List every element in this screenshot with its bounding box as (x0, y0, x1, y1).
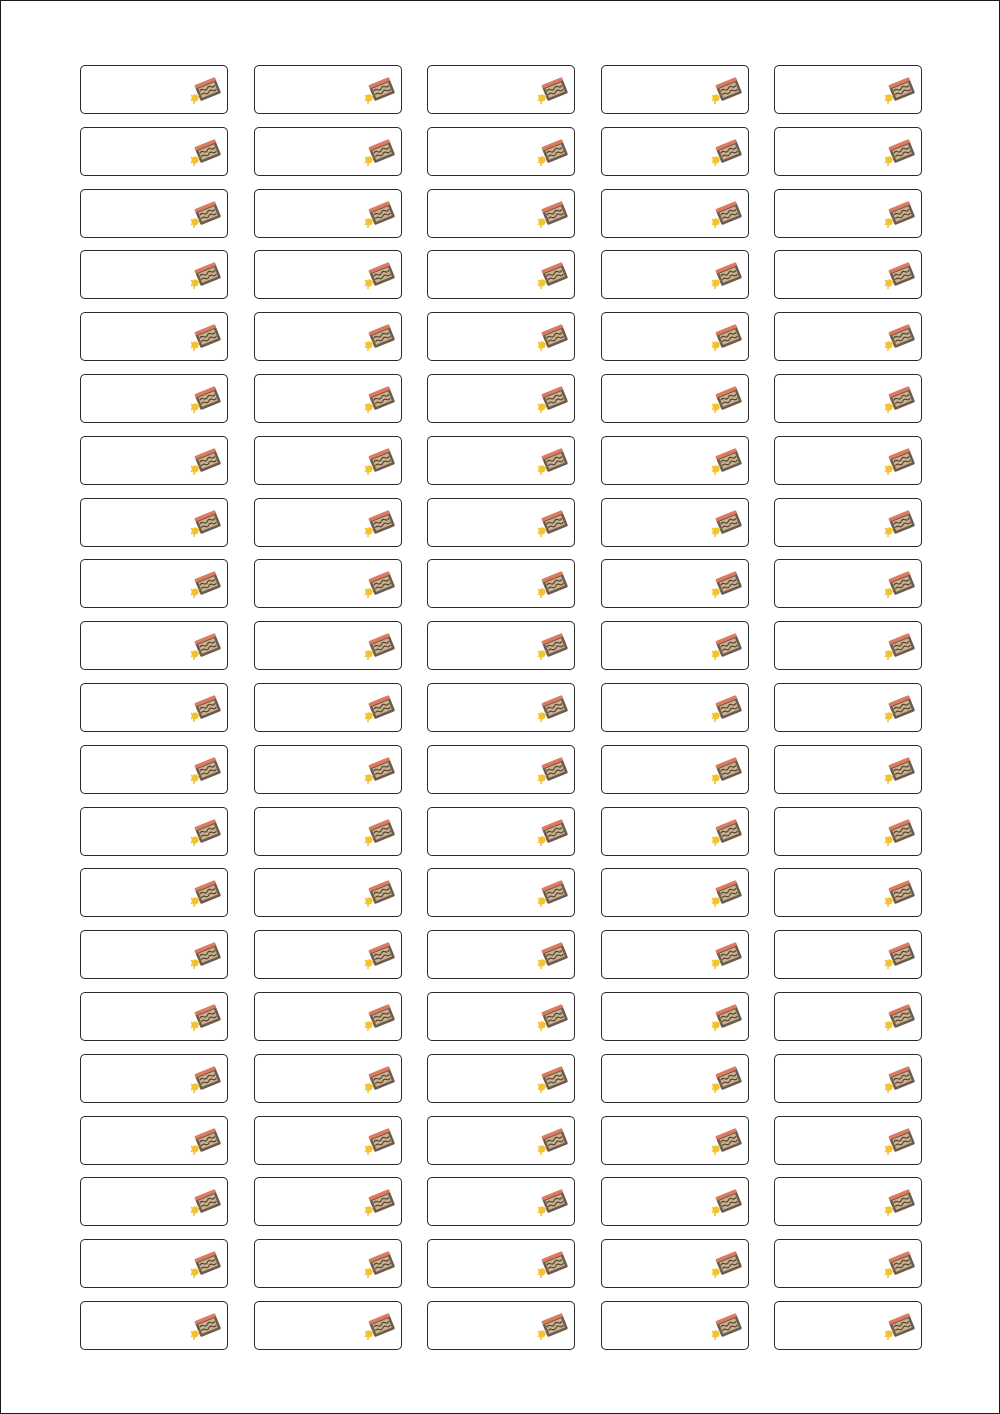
label-blank (601, 930, 749, 979)
label-blank (774, 930, 922, 979)
label-blank (254, 436, 402, 485)
label-blank (427, 1116, 575, 1165)
tray-of-sweets-with-candy-icon (882, 261, 916, 291)
label-blank (774, 1054, 922, 1103)
tray-of-sweets-with-candy-icon (362, 1312, 396, 1342)
label-blank (601, 127, 749, 176)
label-blank (774, 1177, 922, 1226)
label-blank (774, 374, 922, 423)
label-blank (601, 498, 749, 547)
tray-of-sweets-with-candy-icon (362, 818, 396, 848)
label-blank (80, 868, 228, 917)
tray-of-sweets-with-candy-icon (882, 509, 916, 539)
tray-of-sweets-with-candy-icon (535, 632, 569, 662)
tray-of-sweets-with-candy-icon (882, 138, 916, 168)
label-blank (80, 189, 228, 238)
tray-of-sweets-with-candy-icon (188, 1127, 222, 1157)
tray-of-sweets-with-candy-icon (882, 385, 916, 415)
tray-of-sweets-with-candy-icon (535, 76, 569, 106)
label-blank (601, 374, 749, 423)
tray-of-sweets-with-candy-icon (535, 200, 569, 230)
tray-of-sweets-with-candy-icon (535, 756, 569, 786)
tray-of-sweets-with-candy-icon (709, 1312, 743, 1342)
label-blank (774, 127, 922, 176)
tray-of-sweets-with-candy-icon (362, 756, 396, 786)
tray-of-sweets-with-candy-icon (535, 941, 569, 971)
label-blank (80, 807, 228, 856)
tray-of-sweets-with-candy-icon (535, 1188, 569, 1218)
label-blank (601, 1054, 749, 1103)
tray-of-sweets-with-candy-icon (535, 1312, 569, 1342)
label-blank (601, 559, 749, 608)
tray-of-sweets-with-candy-icon (709, 632, 743, 662)
label-blank (774, 189, 922, 238)
label-blank (254, 745, 402, 794)
tray-of-sweets-with-candy-icon (882, 76, 916, 106)
label-blank (427, 930, 575, 979)
tray-of-sweets-with-candy-icon (362, 1250, 396, 1280)
tray-of-sweets-with-candy-icon (882, 1188, 916, 1218)
tray-of-sweets-with-candy-icon (188, 1065, 222, 1095)
label-blank (427, 312, 575, 361)
label-blank (601, 683, 749, 732)
tray-of-sweets-with-candy-icon (882, 570, 916, 600)
label-blank (254, 930, 402, 979)
tray-of-sweets-with-candy-icon (362, 323, 396, 353)
label-blank (774, 498, 922, 547)
label-blank (80, 1116, 228, 1165)
tray-of-sweets-with-candy-icon (882, 632, 916, 662)
tray-of-sweets-with-candy-icon (188, 1312, 222, 1342)
label-blank (601, 1116, 749, 1165)
tray-of-sweets-with-candy-icon (882, 756, 916, 786)
label-blank (601, 189, 749, 238)
label-blank (774, 1301, 922, 1350)
label-blank (254, 1116, 402, 1165)
label-blank (427, 559, 575, 608)
label-blank (774, 807, 922, 856)
label-blank (601, 868, 749, 917)
tray-of-sweets-with-candy-icon (188, 76, 222, 106)
tray-of-sweets-with-candy-icon (188, 879, 222, 909)
tray-of-sweets-with-candy-icon (535, 385, 569, 415)
tray-of-sweets-with-candy-icon (709, 509, 743, 539)
label-blank (80, 1054, 228, 1103)
tray-of-sweets-with-candy-icon (188, 200, 222, 230)
label-blank (80, 745, 228, 794)
label-blank (427, 1177, 575, 1226)
label-blank (254, 498, 402, 547)
label-blank (254, 65, 402, 114)
label-blank (774, 65, 922, 114)
tray-of-sweets-with-candy-icon (709, 818, 743, 848)
tray-of-sweets-with-candy-icon (362, 694, 396, 724)
label-blank (427, 250, 575, 299)
label-blank (774, 436, 922, 485)
tray-of-sweets-with-candy-icon (709, 570, 743, 600)
tray-of-sweets-with-candy-icon (709, 1003, 743, 1033)
tray-of-sweets-with-candy-icon (188, 509, 222, 539)
label-blank (427, 189, 575, 238)
tray-of-sweets-with-candy-icon (709, 694, 743, 724)
tray-of-sweets-with-candy-icon (362, 76, 396, 106)
label-blank (601, 992, 749, 1041)
tray-of-sweets-with-candy-icon (709, 447, 743, 477)
tray-of-sweets-with-candy-icon (882, 200, 916, 230)
label-blank (774, 559, 922, 608)
label-blank (601, 807, 749, 856)
tray-of-sweets-with-candy-icon (882, 879, 916, 909)
tray-of-sweets-with-candy-icon (709, 200, 743, 230)
tray-of-sweets-with-candy-icon (535, 1065, 569, 1095)
tray-of-sweets-with-candy-icon (362, 138, 396, 168)
tray-of-sweets-with-candy-icon (709, 76, 743, 106)
tray-of-sweets-with-candy-icon (882, 1127, 916, 1157)
label-blank (80, 621, 228, 670)
tray-of-sweets-with-candy-icon (362, 1127, 396, 1157)
label-blank (80, 930, 228, 979)
label-blank (80, 992, 228, 1041)
tray-of-sweets-with-candy-icon (882, 694, 916, 724)
label-blank (774, 868, 922, 917)
tray-of-sweets-with-candy-icon (535, 138, 569, 168)
tray-of-sweets-with-candy-icon (535, 447, 569, 477)
label-blank (774, 1116, 922, 1165)
label-blank (427, 1054, 575, 1103)
label-blank (601, 312, 749, 361)
label-blank (254, 621, 402, 670)
tray-of-sweets-with-candy-icon (362, 200, 396, 230)
tray-of-sweets-with-candy-icon (188, 756, 222, 786)
label-blank (601, 745, 749, 794)
label-blank (774, 745, 922, 794)
label-blank (427, 436, 575, 485)
label-blank (254, 374, 402, 423)
label-blank (774, 312, 922, 361)
tray-of-sweets-with-candy-icon (188, 818, 222, 848)
tray-of-sweets-with-candy-icon (188, 694, 222, 724)
tray-of-sweets-with-candy-icon (709, 756, 743, 786)
tray-of-sweets-with-candy-icon (362, 941, 396, 971)
tray-of-sweets-with-candy-icon (535, 261, 569, 291)
tray-of-sweets-with-candy-icon (362, 1003, 396, 1033)
tray-of-sweets-with-candy-icon (362, 447, 396, 477)
label-blank (427, 868, 575, 917)
label-blank (80, 312, 228, 361)
label-blank (254, 189, 402, 238)
label-blank (601, 1239, 749, 1288)
label-blank (80, 1177, 228, 1226)
label-blank (774, 621, 922, 670)
tray-of-sweets-with-candy-icon (882, 1065, 916, 1095)
tray-of-sweets-with-candy-icon (535, 323, 569, 353)
tray-of-sweets-with-candy-icon (882, 941, 916, 971)
label-blank (80, 436, 228, 485)
tray-of-sweets-with-candy-icon (362, 570, 396, 600)
label-blank (601, 65, 749, 114)
tray-of-sweets-with-candy-icon (188, 1250, 222, 1280)
label-blank (80, 1239, 228, 1288)
tray-of-sweets-with-candy-icon (362, 261, 396, 291)
label-blank (774, 683, 922, 732)
tray-of-sweets-with-candy-icon (188, 323, 222, 353)
label-blank (427, 127, 575, 176)
label-blank (254, 127, 402, 176)
label-blank (601, 250, 749, 299)
tray-of-sweets-with-candy-icon (535, 1127, 569, 1157)
label-blank (427, 683, 575, 732)
label-blank (254, 1054, 402, 1103)
tray-of-sweets-with-candy-icon (882, 447, 916, 477)
label-blank (254, 868, 402, 917)
tray-of-sweets-with-candy-icon (535, 509, 569, 539)
tray-of-sweets-with-candy-icon (709, 261, 743, 291)
label-blank (254, 1301, 402, 1350)
label-grid (80, 65, 922, 1350)
label-blank (427, 621, 575, 670)
tray-of-sweets-with-candy-icon (882, 818, 916, 848)
tray-of-sweets-with-candy-icon (188, 570, 222, 600)
label-blank (80, 1301, 228, 1350)
label-blank (254, 992, 402, 1041)
label-blank (254, 1239, 402, 1288)
tray-of-sweets-with-candy-icon (362, 1065, 396, 1095)
label-blank (254, 312, 402, 361)
tray-of-sweets-with-candy-icon (709, 1188, 743, 1218)
label-blank (427, 745, 575, 794)
tray-of-sweets-with-candy-icon (362, 385, 396, 415)
tray-of-sweets-with-candy-icon (362, 632, 396, 662)
tray-of-sweets-with-candy-icon (362, 1188, 396, 1218)
label-blank (427, 1239, 575, 1288)
tray-of-sweets-with-candy-icon (709, 138, 743, 168)
tray-of-sweets-with-candy-icon (535, 879, 569, 909)
label-blank (601, 1301, 749, 1350)
tray-of-sweets-with-candy-icon (709, 323, 743, 353)
label-blank (80, 65, 228, 114)
label-blank (80, 250, 228, 299)
label-blank (80, 498, 228, 547)
tray-of-sweets-with-candy-icon (709, 941, 743, 971)
tray-of-sweets-with-candy-icon (709, 385, 743, 415)
tray-of-sweets-with-candy-icon (535, 1250, 569, 1280)
tray-of-sweets-with-candy-icon (882, 1250, 916, 1280)
label-blank (774, 250, 922, 299)
tray-of-sweets-with-candy-icon (882, 1003, 916, 1033)
tray-of-sweets-with-candy-icon (882, 323, 916, 353)
label-blank (427, 65, 575, 114)
label-blank (427, 807, 575, 856)
label-blank (80, 683, 228, 732)
tray-of-sweets-with-candy-icon (188, 1188, 222, 1218)
tray-of-sweets-with-candy-icon (188, 447, 222, 477)
tray-of-sweets-with-candy-icon (188, 1003, 222, 1033)
tray-of-sweets-with-candy-icon (188, 138, 222, 168)
label-blank (427, 374, 575, 423)
tray-of-sweets-with-candy-icon (362, 509, 396, 539)
label-blank (254, 250, 402, 299)
label-blank (254, 559, 402, 608)
tray-of-sweets-with-candy-icon (709, 1065, 743, 1095)
tray-of-sweets-with-candy-icon (709, 1127, 743, 1157)
label-blank (601, 1177, 749, 1226)
label-blank (254, 683, 402, 732)
tray-of-sweets-with-candy-icon (188, 941, 222, 971)
tray-of-sweets-with-candy-icon (362, 879, 396, 909)
tray-of-sweets-with-candy-icon (882, 1312, 916, 1342)
label-blank (427, 498, 575, 547)
tray-of-sweets-with-candy-icon (535, 694, 569, 724)
tray-of-sweets-with-candy-icon (709, 1250, 743, 1280)
label-blank (601, 621, 749, 670)
label-blank (427, 1301, 575, 1350)
label-blank (254, 1177, 402, 1226)
label-blank (80, 559, 228, 608)
tray-of-sweets-with-candy-icon (188, 261, 222, 291)
tray-of-sweets-with-candy-icon (709, 879, 743, 909)
label-blank (601, 436, 749, 485)
label-blank (80, 374, 228, 423)
tray-of-sweets-with-candy-icon (188, 632, 222, 662)
tray-of-sweets-with-candy-icon (188, 385, 222, 415)
label-blank (774, 1239, 922, 1288)
label-blank (774, 992, 922, 1041)
tray-of-sweets-with-candy-icon (535, 1003, 569, 1033)
label-blank (254, 807, 402, 856)
label-blank (80, 127, 228, 176)
tray-of-sweets-with-candy-icon (535, 570, 569, 600)
tray-of-sweets-with-candy-icon (535, 818, 569, 848)
label-blank (427, 992, 575, 1041)
